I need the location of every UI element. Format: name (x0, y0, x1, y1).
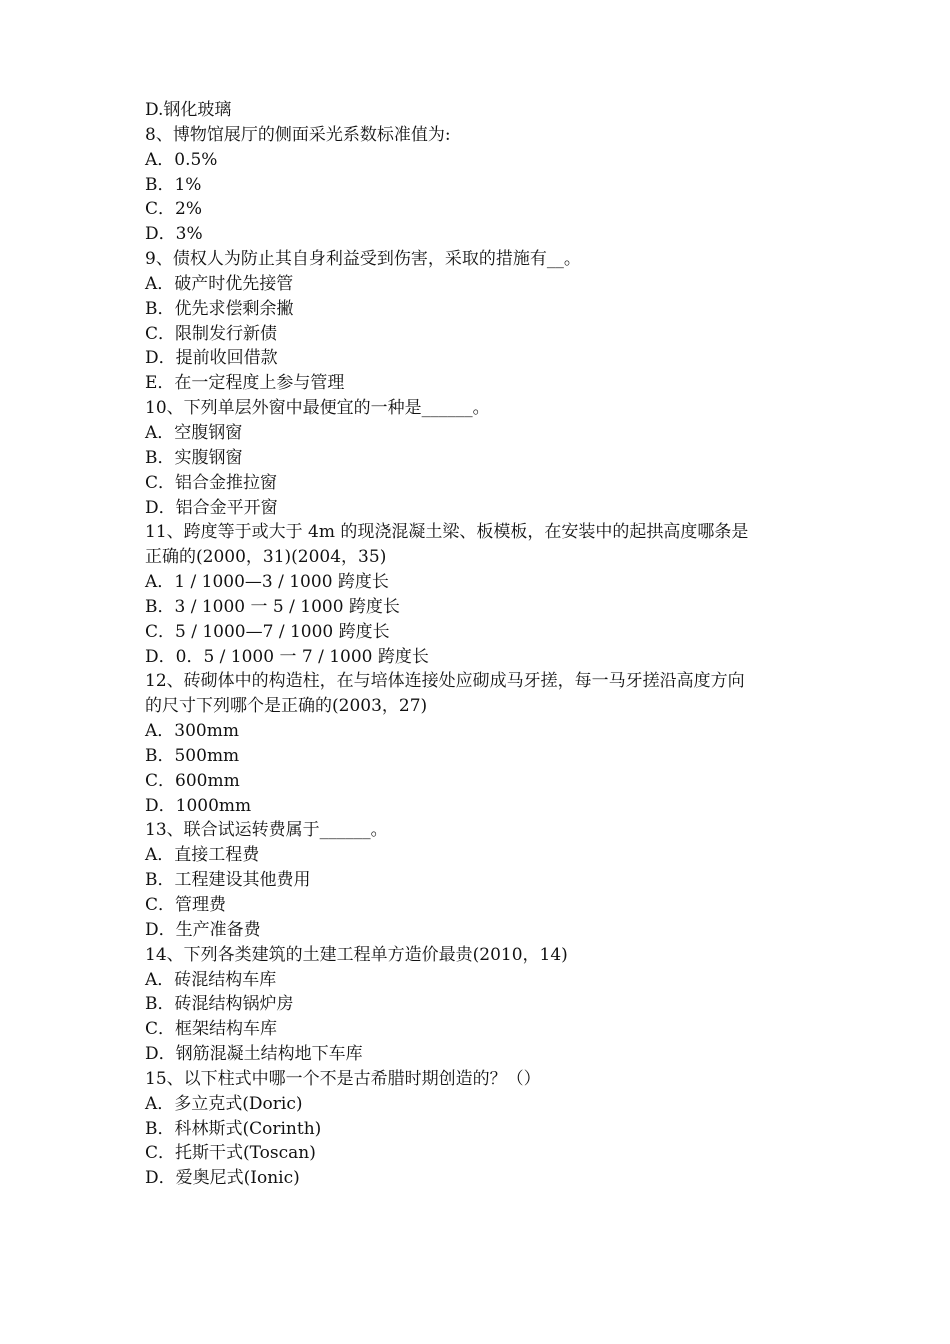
option-line: D．1000mm (145, 795, 252, 816)
question-line: 15、以下柱式中哪一个不是古希腊时期创造的？（） (145, 1068, 541, 1089)
option-line: D．提前收回借款 (145, 348, 278, 369)
question-line-continued: 正确的(2000，31)(2004，35) (145, 547, 387, 568)
option-line: A．破产时优先接管 (145, 273, 294, 294)
option-line: A．砖混结构车库 (145, 969, 277, 990)
option-line: C．框架结构车库 (145, 1019, 278, 1040)
option-line: B．砖混结构锅炉房 (145, 994, 294, 1015)
option-line: D．生产准备费 (145, 919, 261, 940)
option-line: D．0．5 / 1000 一 7 / 1000 跨度长 (145, 646, 429, 667)
option-line: C．2% (145, 199, 202, 220)
option-line: C．5 / 1000—7 / 1000 跨度长 (145, 621, 390, 642)
option-line: B．1% (145, 174, 202, 195)
option-line: B．工程建设其他费用 (145, 870, 311, 891)
option-line: D．铝合金平开窗 (145, 497, 278, 518)
document-body (145, 98, 825, 1191)
option-line: D.钢化玻璃 (145, 100, 232, 120)
option-line: C．600mm (145, 770, 240, 791)
question-line: 11、跨度等于或大于 4m 的现浇混凝土梁、板模板，在安装中的起拱高度哪条是 (145, 522, 749, 543)
option-line: C．铝合金推拉窗 (145, 472, 278, 493)
option-line: E．在一定程度上参与管理 (145, 373, 345, 394)
option-line: A．空腹钢窗 (145, 422, 243, 443)
question-line: 8、博物馆展厅的侧面采光系数标准值为: (145, 124, 451, 145)
question-line-continued: 的尺寸下列哪个是正确的(2003，27) (145, 696, 428, 717)
option-line: D．钢筋混凝土结构地下车库 (145, 1044, 363, 1065)
option-line: A．300mm (145, 721, 239, 742)
option-line: B．500mm (145, 745, 240, 766)
question-line: 9、债权人为防止其自身利益受到伤害，采取的措施有__。 (145, 249, 581, 270)
option-line: A．1 / 1000—3 / 1000 跨度长 (145, 572, 389, 593)
option-line: B．优先求偿剩余撇 (145, 298, 294, 319)
option-line: B．实腹钢窗 (145, 447, 243, 468)
option-line: B．科林斯式(Corinth) (145, 1118, 322, 1139)
option-line: C．管理费 (145, 895, 227, 915)
question-line: 10、下列单层外窗中最便宜的一种是______。 (145, 398, 490, 419)
question-line: 12、砖砌体中的构造柱，在与培体连接处应砌成马牙搓，每一马牙搓沿高度方向 (145, 671, 745, 692)
question-line: 13、联合试运转费属于______。 (145, 820, 388, 841)
option-line: A．多立克式(Doric) (145, 1093, 303, 1114)
option-line: A．直接工程费 (145, 845, 260, 866)
option-line: B．3 / 1000 一 5 / 1000 跨度长 (145, 596, 400, 617)
question-line: 14、下列各类建筑的土建工程单方造价最贵(2010，14) (145, 944, 568, 965)
option-line: C．托斯干式(Toscan) (145, 1143, 316, 1164)
option-line: A．0.5% (145, 149, 218, 170)
option-line: D．3% (145, 224, 203, 245)
option-line: D．爱奥尼式(Ionic) (145, 1168, 300, 1189)
option-line: C．限制发行新债 (145, 323, 278, 344)
